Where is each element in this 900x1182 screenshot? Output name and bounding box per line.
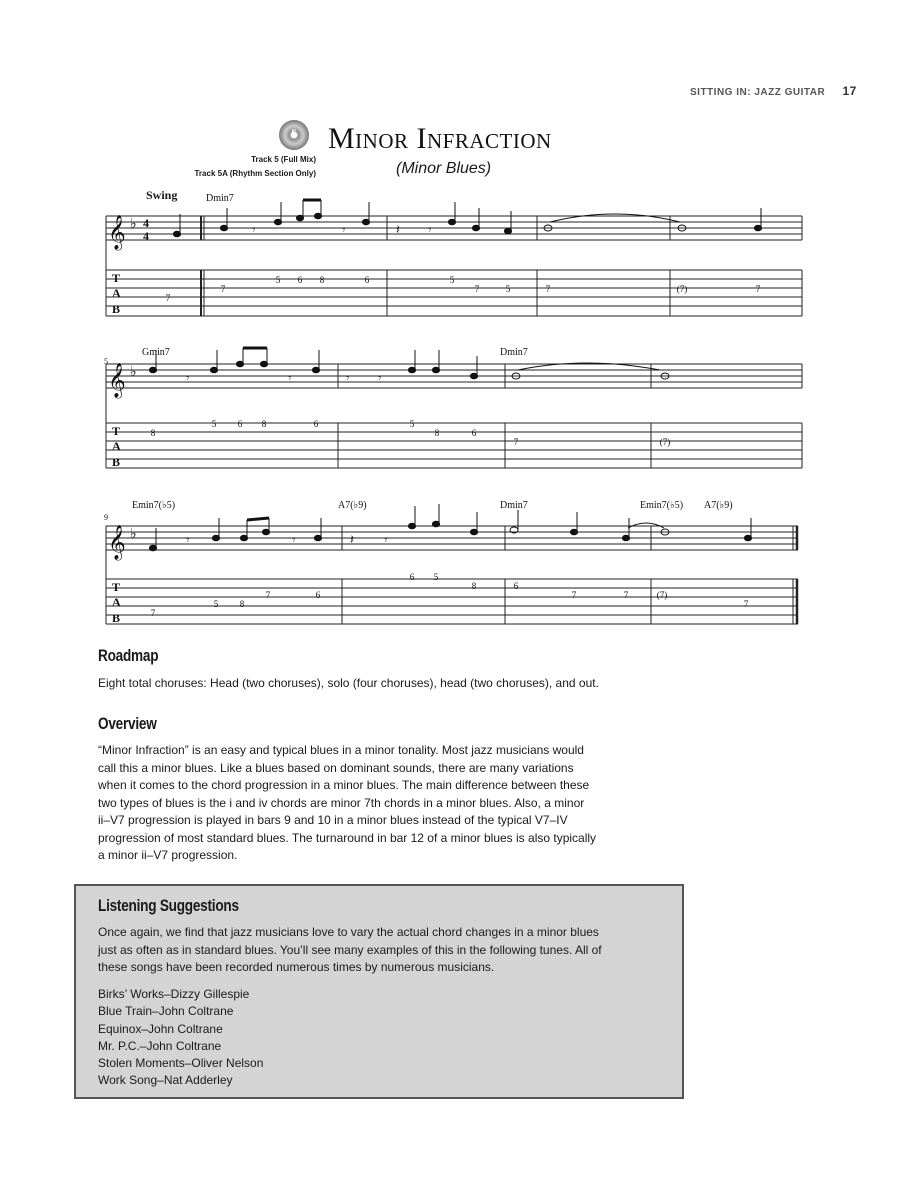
svg-text:𝄾: 𝄾 [292, 532, 296, 547]
song-title: Minor Infraction [328, 122, 552, 155]
overview-line: call this a minor blues. Like a blues based on dominant sounds, there are many variations [98, 760, 574, 775]
measure-number: 5 [104, 357, 108, 366]
tab-number: 5 [433, 572, 439, 582]
list-item: Work Song–Nat Adderley [98, 1073, 233, 1088]
tempo-marking: Swing [146, 188, 178, 202]
track-full-mix: Track 5 (Full Mix) [251, 155, 316, 164]
tab-number: 7 [513, 437, 519, 447]
clefs [108, 215, 126, 561]
overview-line: when it comes to the chord progression in a minor blues. The main difference between these [98, 778, 590, 792]
tab-number: 7 [220, 284, 226, 294]
tab-number: 7 [545, 284, 551, 294]
overview-line: a minor ii–V7 progression. [98, 848, 238, 862]
tab-number: 7 [165, 293, 171, 303]
tab-number: 6 [313, 419, 319, 429]
chord-symbol: Dmin7 [500, 347, 528, 358]
tab-number: 7 [150, 608, 156, 618]
overview-line: two types of blues is the i and iv chords are minor 7th chords in a minor blues. Also, a minor [98, 795, 585, 810]
svg-text:𝄾: 𝄾 [378, 370, 382, 385]
chord-symbol: Emin7(♭5) [132, 500, 176, 511]
tab-number: 8 [471, 581, 477, 591]
tab-number: 8 [239, 599, 245, 609]
book-title: SITTING IN: JAZZ GUITAR [690, 87, 826, 98]
treble-clef-icon: 𝄞 [108, 526, 126, 559]
song-subtitle: (Minor Blues) [396, 160, 492, 177]
listening-line: Once again, we find that jazz musicians love to vary the actual chord changes in a minor blues [98, 925, 599, 939]
rests [186, 222, 432, 547]
tab-number: 8 [319, 275, 325, 285]
tab-number: 7 [623, 590, 629, 600]
overview-text [98, 742, 678, 865]
tab-number: 6 [237, 419, 243, 429]
tab-letter-t: T [112, 424, 121, 438]
tab-letter-a: A [112, 439, 121, 453]
notes [149, 200, 761, 551]
overview-line: “Minor Infraction” is an easy and typical blues in a minor tonality. Most jazz musicians would [98, 743, 584, 757]
listening-line: these songs have been recorded numerous times by numerous musicians. [98, 960, 495, 974]
tab-number: 6 [297, 275, 303, 285]
svg-text:𝄾: 𝄾 [384, 532, 388, 547]
time-signature [143, 216, 149, 243]
roadmap-heading: Roadmap [98, 646, 159, 665]
measure-number: 9 [104, 513, 108, 522]
tab-number: 7 [755, 284, 761, 294]
tab-number: 7 [743, 599, 749, 609]
tab-number: 6 [315, 590, 321, 600]
tab-number: (7) [656, 590, 668, 600]
tab-letter-t: T [112, 580, 121, 594]
tab-letter-b: B [112, 455, 121, 469]
flat-icon: ♭ [130, 217, 137, 232]
listening-heading: Listening Suggestions [98, 896, 239, 915]
chord-symbol: A7(♭9) [338, 500, 367, 511]
svg-text:𝄾: 𝄾 [346, 370, 350, 385]
roadmap-text: Eight total choruses: Head (two choruses), solo (four choruses), head (two choruses), and out. [98, 676, 599, 690]
overview-line: ii–V7 progression is played in bars 9 and 10 in a minor blues instead of the typical V7–IV [98, 813, 568, 827]
track-rhythm-section: Track 5A (Rhythm Section Only) [194, 169, 316, 178]
chord-symbols [132, 193, 733, 511]
tab-number: 7 [571, 590, 577, 600]
svg-text:𝄾: 𝄾 [342, 222, 346, 237]
treble-clef-icon: 𝄞 [108, 216, 126, 249]
overview-heading: Overview [98, 714, 157, 733]
svg-text:𝄾: 𝄾 [288, 370, 292, 385]
flat-icon: ♭ [130, 365, 137, 380]
list-item: Birks’ Works–Dizzy Gillespie [98, 987, 250, 1001]
tab-numbers [151, 275, 761, 618]
tab-number: 5 [409, 419, 415, 429]
svg-text:4: 4 [143, 216, 149, 230]
tab-number: 6 [471, 428, 477, 438]
list-item: Stolen Moments–Oliver Nelson [98, 1056, 264, 1071]
song-list [98, 986, 263, 1090]
list-item: Mr. P.C.–John Coltrane [98, 1038, 222, 1053]
tab-number: 6 [364, 275, 370, 285]
tab-number: 8 [150, 428, 156, 438]
tab-number: 5 [213, 599, 219, 609]
chord-symbol: Gmin7 [142, 347, 170, 358]
tab-number: 5 [275, 275, 281, 285]
tab-letter-b: B [112, 302, 121, 316]
key-signatures [130, 217, 137, 542]
flat-icon: ♭ [130, 527, 137, 542]
svg-text:𝄾: 𝄾 [186, 532, 190, 547]
tab-number: 6 [409, 572, 415, 582]
listening-line: just as often as in standard blues. You’ll see many examples of this in the following tunes. All of [98, 942, 602, 957]
list-item: Blue Train–John Coltrane [98, 1004, 234, 1019]
chord-symbol: A7(♭9) [704, 500, 733, 511]
tab-number: (7) [659, 437, 671, 447]
tab-letter-t: T [112, 271, 121, 285]
tab-number: 5 [505, 284, 511, 294]
tab-number: 5 [449, 275, 455, 285]
tab-number: (7) [676, 284, 688, 294]
cd-track-number: 5 [291, 128, 297, 138]
svg-text:4: 4 [143, 229, 149, 243]
tab-number: 8 [261, 419, 267, 429]
overview-line: progression of most standard blues. The turnaround in bar 12 of a minor blues is also typically [98, 830, 597, 845]
svg-text:𝄾: 𝄾 [428, 222, 432, 237]
svg-text:𝄾: 𝄾 [186, 370, 190, 385]
page-number: 17 [842, 84, 857, 98]
list-item: Equinox–John Coltrane [98, 1021, 223, 1036]
tab-number: 7 [265, 590, 271, 600]
chord-symbol: Dmin7 [206, 193, 234, 204]
tab-letter-a: A [112, 595, 121, 609]
tab-number: 6 [513, 581, 519, 591]
treble-clef-icon: 𝄞 [108, 364, 126, 397]
svg-text:𝄾: 𝄾 [252, 222, 256, 237]
tab-letter-b: B [112, 611, 121, 625]
tab-number: 5 [211, 419, 217, 429]
chord-symbol: Emin7(♭5) [640, 500, 684, 511]
tab-letter-a: A [112, 286, 121, 300]
chord-symbol: Dmin7 [500, 500, 528, 511]
listening-text [98, 924, 678, 977]
tab-clef [112, 271, 121, 625]
svg-text:𝄽: 𝄽 [350, 532, 354, 547]
svg-text:𝄽: 𝄽 [396, 222, 400, 237]
tab-number: 7 [474, 284, 480, 294]
tab-number: 8 [434, 428, 440, 438]
